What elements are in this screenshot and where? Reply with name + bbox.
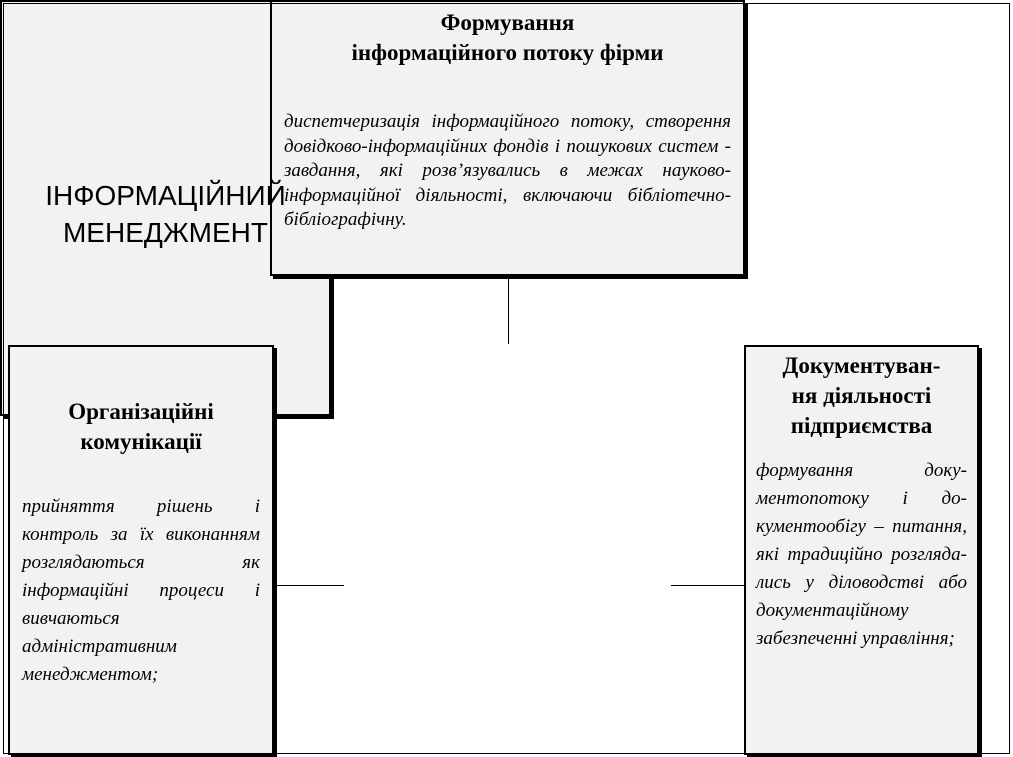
enterprise-documentation-description: формування документопотоку і документообігу – питання, які традиційно розглядались у діловодстві або документаційному забезпеченні управління; [756, 460, 967, 649]
enterprise-documentation-title-line3: підприємства [790, 413, 933, 438]
information-management-title [45, 177, 286, 251]
enterprise-documentation-title [756, 351, 967, 441]
enterprise-documentation-title-line2: ня діяльності [791, 383, 932, 408]
information-management-box [0, 0, 331, 416]
organizational-communications-title-line1: Організаційні [68, 399, 214, 424]
information-flow-description: диспетчеризація інформаційного потоку, створення довідково-інформаційних фондів і пошукових систем - завдання, які розв’язувались в межах науково-інформаційної діяльності, включаючи бібліотечно-бібліографічну. [284, 111, 731, 230]
information-management-title-line1: ІНФОРМАЦІЙНИЙ [45, 180, 286, 211]
enterprise-documentation-title-line1: Документуван- [782, 353, 941, 378]
organizational-communications-description: прийняття рішень і контроль за їх виконанням розглядаються як інформаційні процеси і вивчаються адміністративним менеджментом; [22, 496, 260, 685]
information-management-title-line2: МЕНЕДЖМЕНТ [62, 217, 269, 248]
organizational-communications-title-line2: комунікації [80, 429, 202, 454]
information-flow-title-line2: інформаційного потоку фірми [351, 40, 664, 65]
enterprise-documentation-box [744, 345, 979, 755]
information-flow-title-line1: Формування [440, 10, 575, 35]
